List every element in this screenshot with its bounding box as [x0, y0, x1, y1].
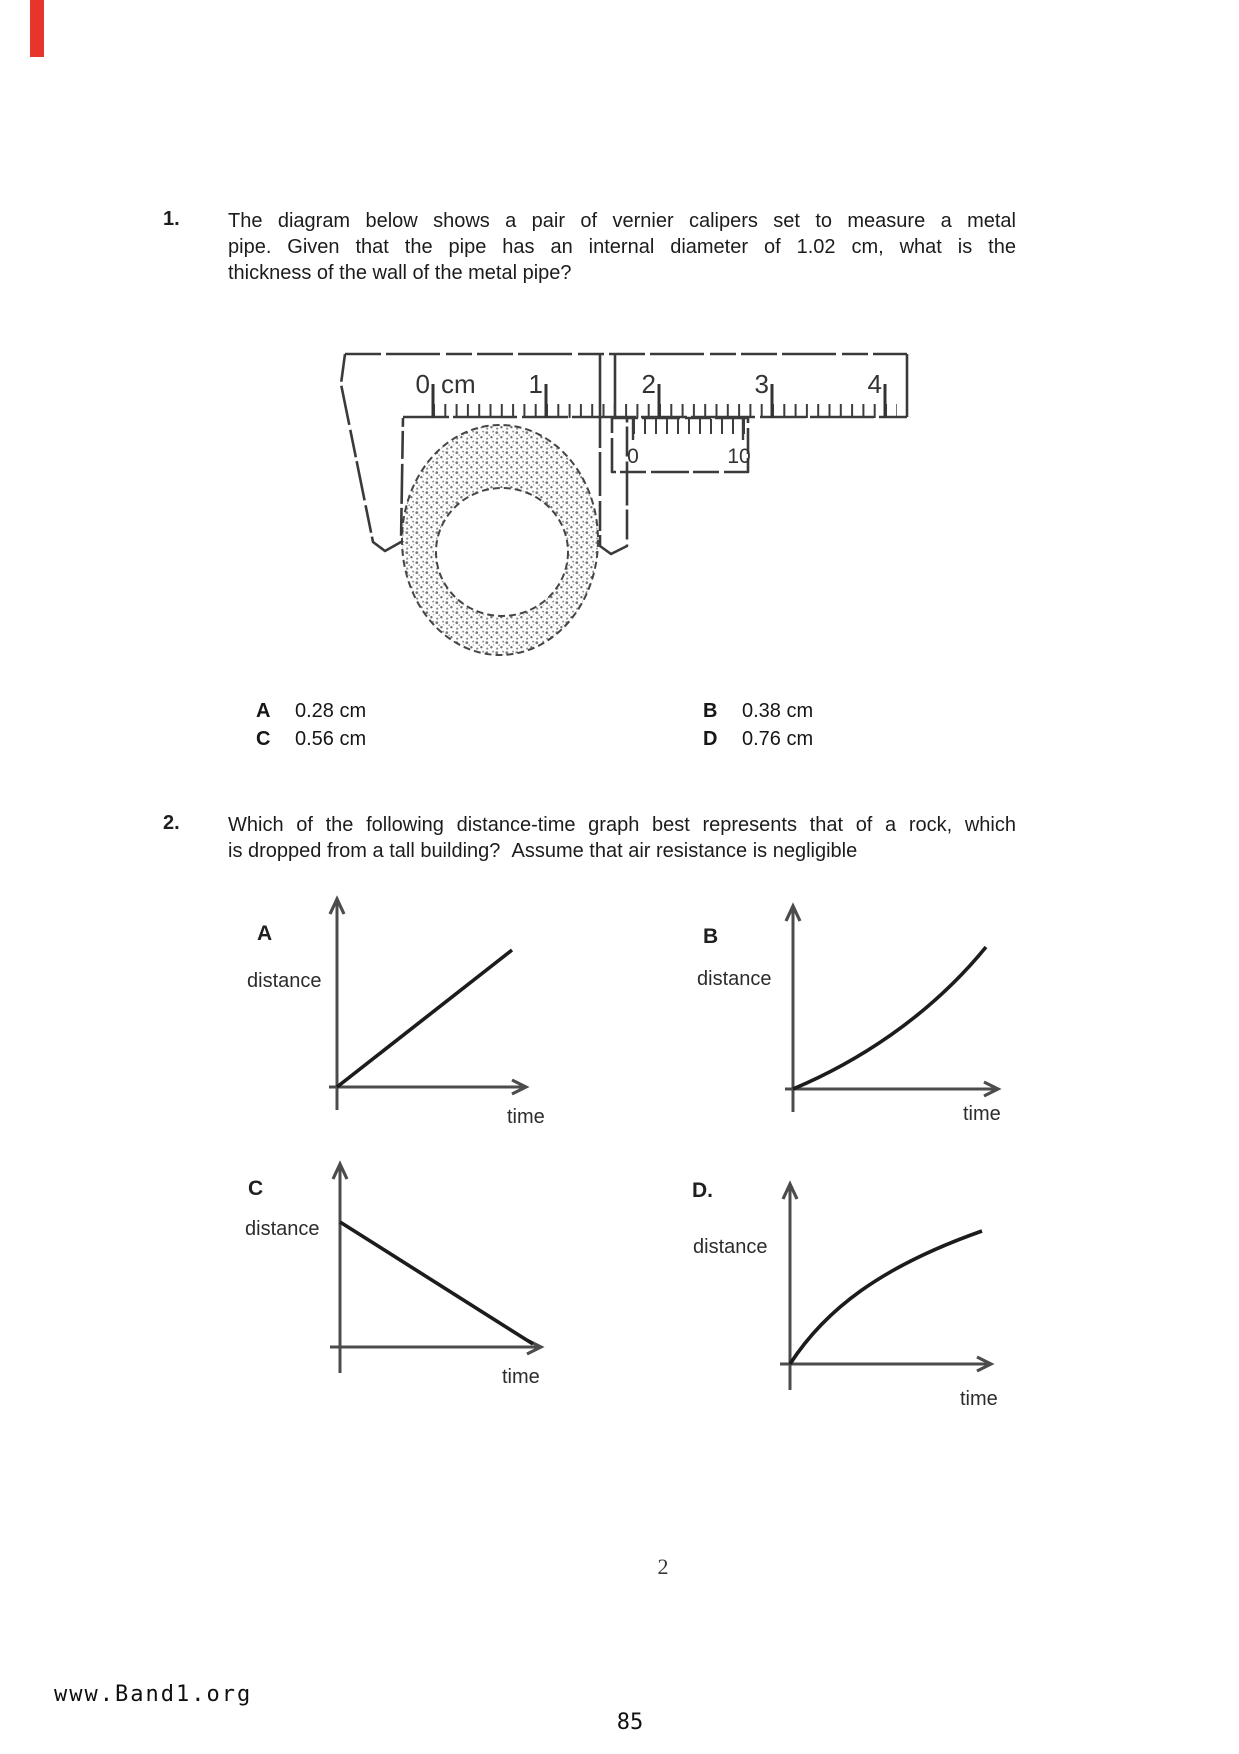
- graph-b-curve: [793, 947, 986, 1089]
- q1-option-d-label: D: [703, 728, 718, 750]
- q1-option-b-label: B: [703, 700, 718, 722]
- q1-option-d-value: 0.76 cm: [742, 728, 814, 750]
- q1-option-c-value: 0.56 cm: [295, 728, 367, 750]
- graph-d-curve: [790, 1231, 982, 1364]
- main-scale-number-2: 2: [641, 369, 656, 399]
- vernier-number-0: 0: [627, 445, 639, 468]
- q1-option-b-value: 0.38 cm: [742, 700, 814, 722]
- footer-doc-number: 85: [616, 1710, 644, 1735]
- q1-option-a-label: A: [256, 700, 271, 722]
- graph-a-curve: [337, 950, 512, 1087]
- graph-c-ylabel: distance: [245, 1218, 320, 1240]
- graph-a-axes: [329, 899, 526, 1110]
- q1-option-a-value: 0.28 cm: [295, 700, 367, 722]
- main-scale-unit: cm: [441, 369, 476, 399]
- movable-jaw: [600, 418, 627, 554]
- vernier-number-10: 10: [727, 445, 751, 468]
- question-2-line: Which of the following distance-time graph best represents that of a rock, which: [228, 814, 1016, 836]
- graph-a-label: A: [257, 922, 273, 945]
- graph-d-axes: [780, 1184, 991, 1390]
- fixed-jaw: [341, 354, 403, 551]
- graph-c-xlabel: time: [502, 1366, 540, 1388]
- graph-c: [230, 1155, 560, 1405]
- page-number: 2: [657, 1554, 669, 1579]
- footer-site-text: www.Band1.org: [54, 1682, 253, 1707]
- graph-b-xlabel: time: [963, 1103, 1001, 1125]
- main-scale: [416, 369, 897, 418]
- question-2-text: [228, 812, 1016, 864]
- question-1-text: [228, 208, 1016, 286]
- main-scale-number-1: 1: [528, 369, 543, 399]
- graph-d-xlabel: time: [960, 1388, 998, 1410]
- vernier-scale: [627, 419, 751, 468]
- q1-option-a: [256, 700, 366, 723]
- question-1-number: 1.: [163, 208, 180, 230]
- graph-a: [230, 890, 560, 1135]
- q1-option-b: [703, 700, 813, 723]
- q1-option-c-label: C: [256, 728, 271, 750]
- question-2-line: is dropped from a tall building? Assume that air resistance is negligible: [228, 840, 858, 862]
- graph-c-label: C: [248, 1177, 264, 1200]
- pipe-cross-section: [402, 425, 598, 655]
- main-scale-number-4: 4: [867, 369, 882, 399]
- question-1-line: thickness of the wall of the metal pipe?: [228, 262, 572, 284]
- graph-b-axes: [785, 906, 998, 1112]
- graph-b: [630, 890, 1010, 1135]
- graph-c-curve: [340, 1222, 533, 1344]
- graph-d-ylabel: distance: [693, 1236, 768, 1258]
- graph-d: [680, 1155, 1010, 1415]
- graph-a-ylabel: distance: [247, 970, 322, 992]
- vernier-caliper-diagram: [315, 300, 935, 680]
- graph-c-axes: [330, 1164, 541, 1373]
- graph-d-label: D.: [692, 1179, 713, 1202]
- question-1-line: pipe. Given that the pipe has an internal diameter of 1.02 cm, what is the: [228, 236, 1016, 258]
- main-scale-number-0: 0: [415, 369, 430, 399]
- q1-option-d: [703, 728, 813, 751]
- graph-b-ylabel: distance: [697, 968, 772, 990]
- main-scale-number-3: 3: [754, 369, 769, 399]
- red-margin-marker: [30, 0, 44, 57]
- q1-option-c: [256, 728, 366, 751]
- graph-a-xlabel: time: [507, 1106, 545, 1128]
- question-2-number: 2.: [163, 812, 180, 834]
- graph-b-label: B: [703, 925, 719, 948]
- question-1-line: The diagram below shows a pair of vernier calipers set to measure a metal: [228, 210, 1016, 232]
